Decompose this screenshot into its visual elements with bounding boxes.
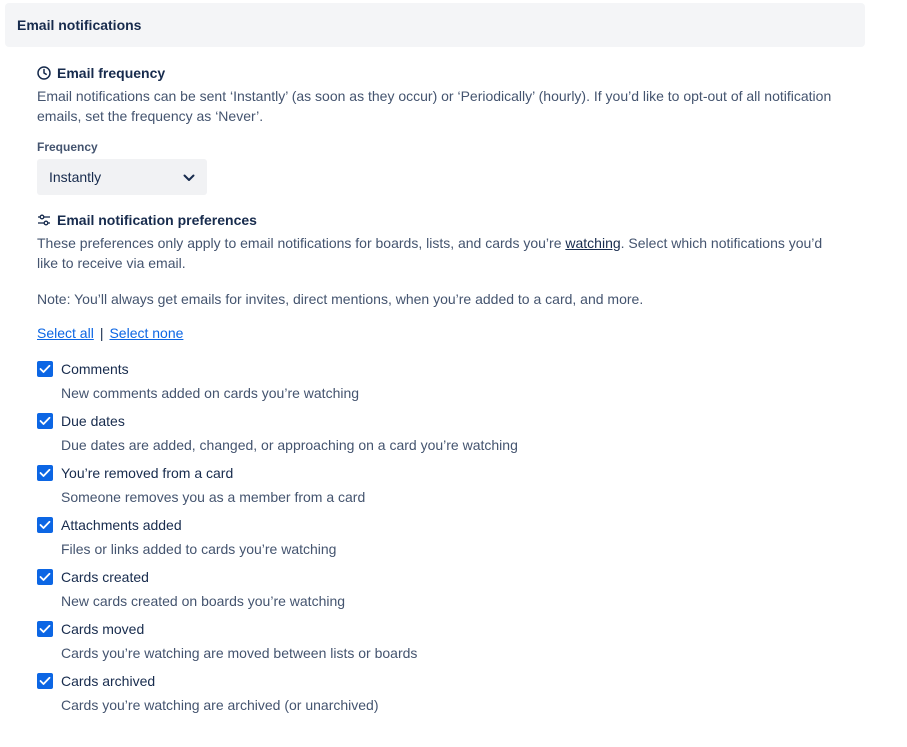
option-title: Cards archived [61, 673, 156, 689]
option-removed-from-card[interactable] [37, 465, 837, 517]
clock-icon [37, 66, 51, 80]
email-frequency-title: Email frequency [57, 65, 166, 81]
removed-from-card-checkbox[interactable] [37, 465, 53, 481]
option-cards-created[interactable] [37, 569, 837, 621]
cards-moved-checkbox[interactable] [37, 621, 53, 637]
check-icon [39, 520, 51, 530]
check-icon [39, 572, 51, 582]
check-icon [39, 364, 51, 374]
option-title: Cards moved [61, 621, 145, 637]
option-description: New cards created on boards you’re watching [61, 593, 346, 609]
option-description: Cards you’re watching are moved between lists or boards [61, 645, 418, 661]
comments-checkbox[interactable] [37, 361, 53, 377]
preferences-description [37, 233, 837, 273]
attachments-added-checkbox[interactable] [37, 517, 53, 533]
preferences-note: Note: You’ll always get emails for invites, direct mentions, when you’re added to a card, and more. [37, 291, 644, 307]
option-description: Due dates are added, changed, or approaching on a card you’re watching [61, 437, 518, 453]
notification-settings [37, 62, 837, 725]
select-links [37, 325, 837, 345]
cards-archived-checkbox[interactable] [37, 673, 53, 689]
email-frequency-description: Email notifications can be sent ‘Instantly’ (as soon as they occur) or ‘Periodically’ (hourly). If you’d like to opt-out of all notification emails, set the frequency as ‘Never’. [37, 88, 832, 124]
option-cards-archived[interactable] [37, 673, 837, 725]
watching-link[interactable]: watching [565, 235, 621, 251]
option-title: Attachments added [61, 517, 182, 533]
frequency-label: Frequency [37, 140, 98, 154]
option-title: Comments [61, 361, 129, 377]
chevron-down-icon [183, 169, 195, 185]
preferences-description-start: These preferences only apply to email notifications for boards, lists, and cards you’re [37, 235, 566, 251]
cards-created-checkbox[interactable] [37, 569, 53, 585]
check-icon [39, 468, 51, 478]
option-description: Someone removes you as a member from a card [61, 489, 366, 505]
frequency-selected-value: Instantly [49, 169, 102, 185]
option-comments[interactable] [37, 361, 837, 413]
notification-options [37, 361, 837, 725]
check-icon [39, 624, 51, 634]
check-icon [39, 416, 51, 426]
frequency-select[interactable] [37, 159, 207, 195]
option-description: Cards you’re watching are archived (or unarchived) [61, 697, 379, 713]
preferences-heading [37, 209, 837, 231]
option-attachments-added[interactable] [37, 517, 837, 569]
select-none-link[interactable]: Select none [109, 325, 184, 341]
preferences-description-end: . Select which notifications you’d like to receive via email. [37, 235, 823, 271]
due-dates-checkbox[interactable] [37, 413, 53, 429]
section-title: Email notifications [17, 17, 142, 33]
option-description: New comments added on cards you’re watching [61, 385, 360, 401]
option-title: Cards created [61, 569, 149, 585]
option-cards-moved[interactable] [37, 621, 837, 673]
option-title: You’re removed from a card [61, 465, 234, 481]
check-icon [39, 676, 51, 686]
preferences-title: Email notification preferences [57, 212, 257, 228]
link-separator: | [99, 325, 104, 341]
option-title: Due dates [61, 413, 125, 429]
option-due-dates[interactable] [37, 413, 837, 465]
select-all-link[interactable]: Select all [37, 325, 94, 341]
email-frequency-heading [37, 62, 837, 84]
section-header [5, 3, 865, 47]
option-description: Files or links added to cards you’re watching [61, 541, 337, 557]
sliders-icon [37, 213, 51, 227]
